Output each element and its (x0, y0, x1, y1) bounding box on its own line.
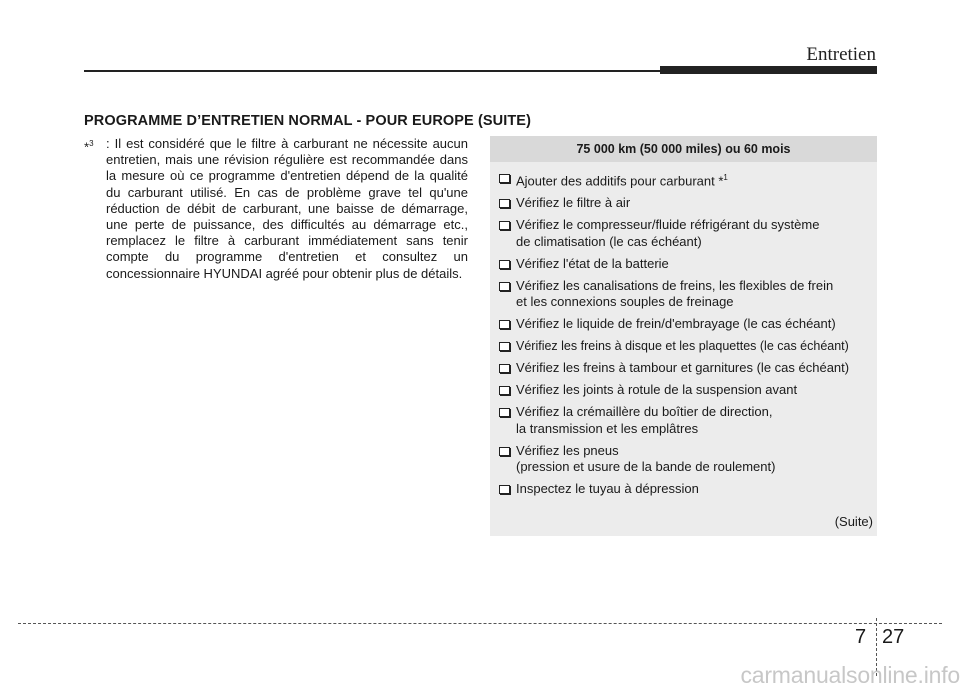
chapter-number: 7 (855, 626, 867, 648)
checkbox-icon (499, 342, 510, 351)
checkbox-icon (499, 174, 510, 183)
list-item: Vérifiez le compresseur/fluide réfrigérant du système de climatisation (le cas échéant) (498, 217, 869, 250)
header-rule-accent (660, 66, 877, 74)
chapter-title: Entretien (806, 44, 876, 65)
header-rule (84, 70, 664, 72)
list-item: Vérifiez les freins à disque et les plaquettes (le cas échéant) (498, 338, 869, 355)
list-item: Ajouter des additifs pour carburant *$^1$ (498, 170, 869, 190)
checkbox-icon (499, 485, 510, 494)
checkbox-icon (499, 408, 510, 417)
checkbox-icon (499, 221, 510, 230)
watermark: carmanualsonline.info (740, 662, 960, 688)
list-item: Vérifiez la crémaillère du boîtier de direction, la transmission et les emplâtres (498, 404, 869, 437)
continued-label: (Suite) (834, 514, 873, 529)
maintenance-list (490, 162, 877, 498)
list-item: Vérifiez le filtre à air (498, 195, 869, 212)
section-title: PROGRAMME D’ENTRETIEN NORMAL - POUR EUROPE (SUITE) (84, 113, 531, 129)
list-item: Vérifiez les pneus (pression et usure de la bande de roulement) (498, 443, 869, 476)
maintenance-panel (490, 136, 877, 536)
footnote (84, 136, 468, 282)
checkbox-icon (499, 260, 510, 269)
list-item: Vérifiez l'état de la batterie (498, 256, 869, 273)
checkbox-icon (499, 386, 510, 395)
checkbox-icon (499, 447, 510, 456)
list-item: Inspectez le tuyau à dépression (498, 481, 869, 498)
checkbox-icon (499, 282, 510, 291)
footnote-mark: *$^3$ (84, 139, 94, 155)
checkbox-icon (499, 364, 510, 373)
list-item: Vérifiez le liquide de frein/d'embrayage (le cas échéant) (498, 316, 869, 333)
footnote-text: : Il est considéré que le filtre à carburant ne nécessite aucun entretien, mais une révision régulière est recommandée dans la mesure où ce programme d'entretien dépend de la qualité du carburant utilisé. En cas de problème grave tel qu'une réduction de débit de carburant, une baisse de démarrage, une perte de puissance, des difficultés au démarrage etc., remplacez le filtre à carburant immédiatement sans tenir compte du programme d'entretien et consultez un concessionnaire HYUNDAI agréé pour obtenir plus de détails. (106, 136, 468, 281)
checkbox-icon (499, 199, 510, 208)
list-item: Vérifiez les joints à rotule de la suspension avant (498, 382, 869, 399)
footer-rule (18, 623, 942, 624)
panel-heading: 75 000 km (50 000 miles) ou 60 mois (490, 136, 877, 162)
page-number: 27 (882, 626, 905, 648)
list-item: Vérifiez les canalisations de freins, les flexibles de frein et les connexions souples de freinage (498, 278, 869, 311)
list-item: Vérifiez les freins à tambour et garnitures (le cas échéant) (498, 360, 869, 377)
checkbox-icon (499, 320, 510, 329)
